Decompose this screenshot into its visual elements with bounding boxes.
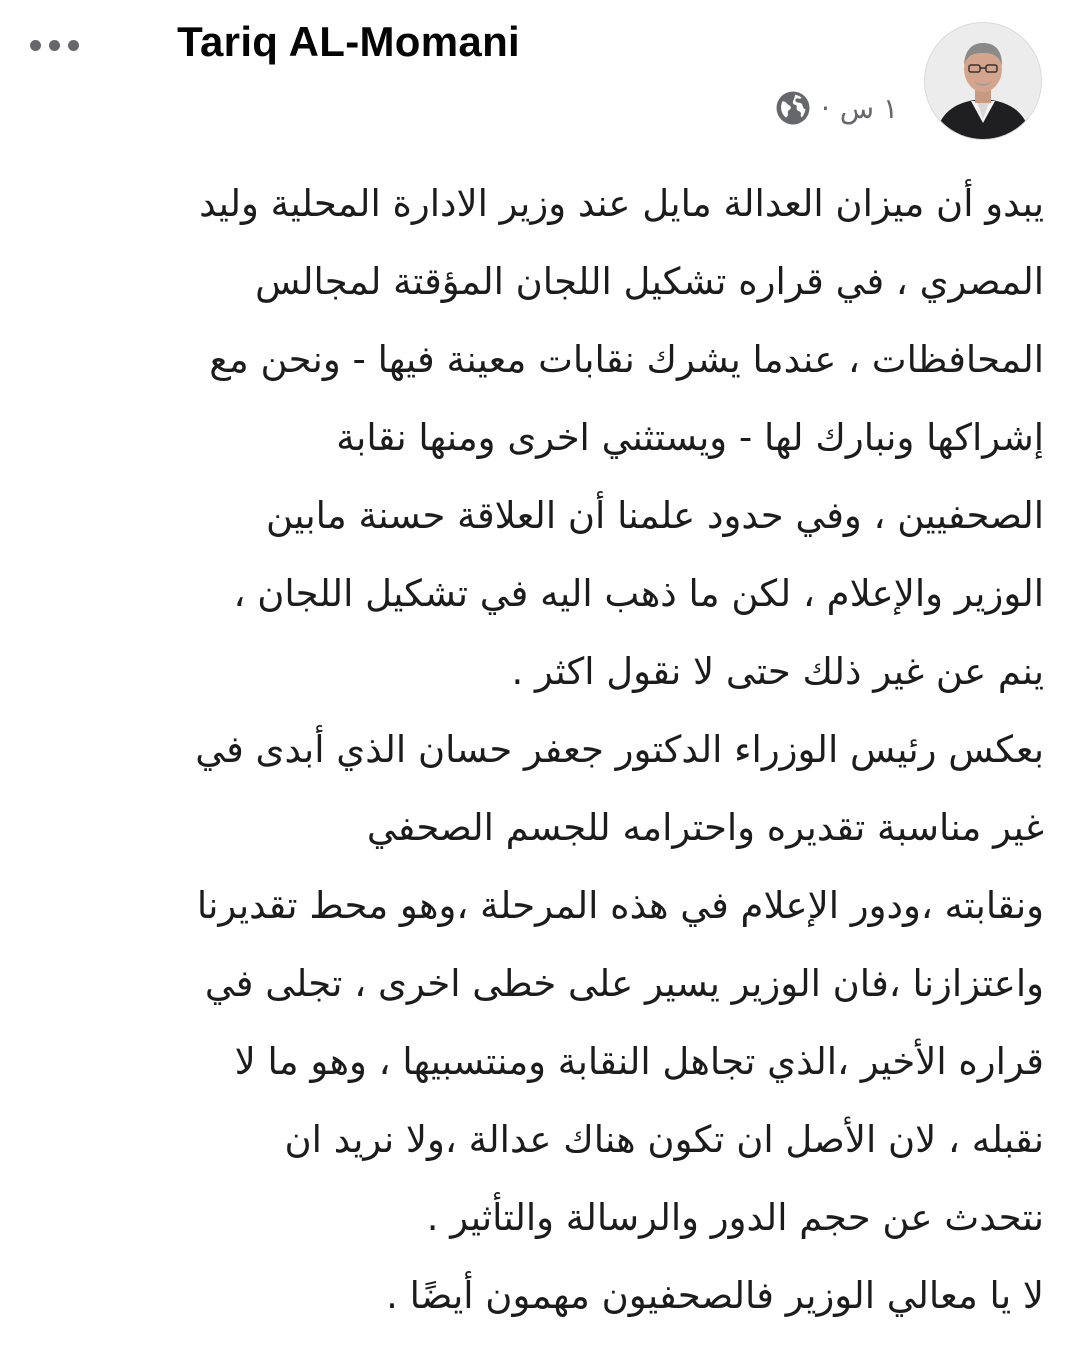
more-options-button[interactable]	[30, 30, 90, 60]
post-text-line: ينم عن غير ذلك حتى لا نقول اكثر .	[511, 650, 1044, 693]
avatar-photo	[925, 23, 1041, 139]
post-text-line: يبدو أن ميزان العدالة مايل عند وزير الادارة المحلية وليد	[199, 182, 1044, 225]
post-text-line: واعتزازنا ،فان الوزير يسير على خطى اخرى ، تجلى في	[204, 962, 1044, 1005]
post-text-line: المصري ، في قراره تشكيل اللجان المؤقتة لمجالس	[255, 260, 1044, 303]
post-text-line: نقبله ، لان الأصل ان تكون هناك عدالة ،ولا نريد ان	[284, 1118, 1044, 1161]
post-text-line: بعكس رئيس الوزراء الدكتور جعفر حسان الذي أبدى في	[195, 728, 1044, 771]
post-text-line: لا يا معالي الوزير فالصحفيون مهمون أيضًا .	[386, 1274, 1044, 1317]
separator-dot: ·	[820, 91, 830, 125]
more-dots-icon	[30, 40, 41, 51]
more-dot	[49, 40, 60, 51]
post-text-line: إشراكها ونبارك لها - ويستثني اخرى ومنها نقابة	[336, 416, 1044, 459]
post-text-line: الوزير والإعلام ، لكن ما ذهب اليه في تشكيل اللجان ،	[233, 572, 1044, 615]
post-text-line: المحافظات ، عندما يشرك نقابات معينة فيها - ونحن مع	[209, 338, 1044, 381]
post-text-line: الصحفيين ، وفي حدود علمنا أن العلاقة حسنة مابين	[265, 494, 1044, 537]
post-text	[40, 165, 1044, 1335]
avatar[interactable]	[924, 22, 1042, 140]
globe-icon	[775, 90, 811, 126]
post-time[interactable]: ١ س	[839, 91, 898, 125]
post-text-line: نتحدث عن حجم الدور والرسالة والتأثير .	[426, 1196, 1044, 1239]
post-header	[0, 0, 1080, 150]
post-meta	[775, 90, 898, 126]
post-text-line: ونقابته ،ودور الإعلام في هذه المرحلة ،وهو محط تقديرنا	[196, 884, 1044, 927]
post-text-line: غير مناسبة تقديره واحترامه للجسم الصحفي	[366, 806, 1044, 849]
post-text-line: قراره الأخير ،الذي تجاهل النقابة ومنتسبيها ، وهو ما لا	[234, 1040, 1044, 1083]
author-name[interactable]: Tariq AL-Momani	[177, 18, 520, 65]
more-dot	[68, 40, 79, 51]
